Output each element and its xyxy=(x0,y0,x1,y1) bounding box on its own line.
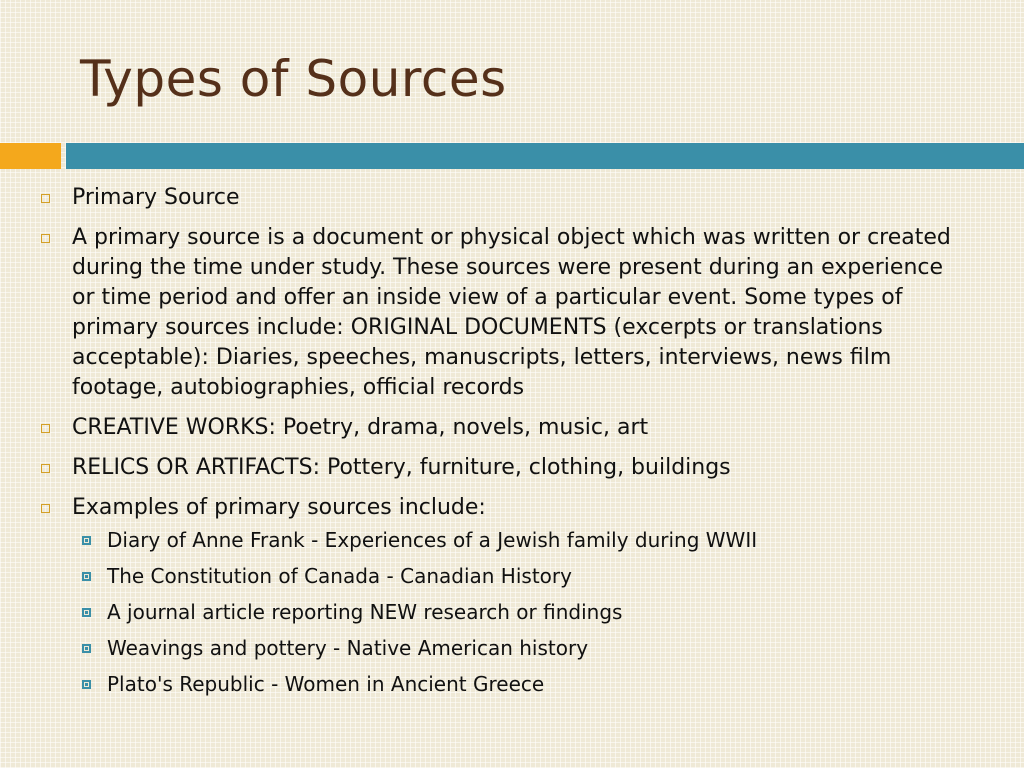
bullet-text: A primary source is a document or physical object which was written or created during the time under study. These sources were present during an experience or time period and offer an inside view of a particular event. Some types of primary sources include: ORIGINAL DOCUMENTS (excerpts or translations acceptable): Diaries, speeches, manuscripts, letters, interviews, news film footage, autobiographies, official records xyxy=(72,225,951,400)
examples-list xyxy=(38,527,968,697)
hollow-square-bullet-icon xyxy=(41,234,50,243)
sub-bullet-text: Weavings and pottery - Native American history xyxy=(107,636,589,660)
square-bullet-icon xyxy=(82,680,91,689)
bullet-text: Primary Source xyxy=(72,185,240,210)
slide-content xyxy=(38,183,968,707)
sub-bullet-item xyxy=(38,671,968,697)
hollow-square-bullet-icon xyxy=(41,464,50,473)
bullet-text: CREATIVE WORKS: Poetry, drama, novels, music, art xyxy=(72,415,649,440)
sub-bullet-text: Plato's Republic - Women in Ancient Greece xyxy=(107,672,545,696)
bullet-item xyxy=(38,453,968,483)
hollow-square-bullet-icon xyxy=(41,194,50,203)
square-bullet-icon xyxy=(82,536,91,545)
sub-bullet-text: The Constitution of Canada - Canadian History xyxy=(107,564,572,588)
slide-title: Types of Sources xyxy=(80,50,507,108)
square-bullet-icon xyxy=(82,572,91,581)
sub-bullet-item xyxy=(38,563,968,589)
accent-bar-orange xyxy=(0,143,61,169)
sub-bullet-item xyxy=(38,635,968,661)
hollow-square-bullet-icon xyxy=(41,504,50,513)
sub-bullet-item xyxy=(38,599,968,625)
bullet-item xyxy=(38,493,968,523)
bullet-item xyxy=(38,413,968,443)
bullet-item xyxy=(38,223,968,403)
sub-bullet-text: Diary of Anne Frank - Experiences of a Jewish family during WWII xyxy=(107,528,758,552)
sub-bullet-text: A journal article reporting NEW research or findings xyxy=(107,600,623,624)
sub-bullet-item xyxy=(38,527,968,553)
bullet-text: RELICS OR ARTIFACTS: Pottery, furniture, clothing, buildings xyxy=(72,455,731,480)
bullet-item xyxy=(38,183,968,213)
bullet-text: Examples of primary sources include: xyxy=(72,495,486,520)
square-bullet-icon xyxy=(82,608,91,617)
hollow-square-bullet-icon xyxy=(41,424,50,433)
square-bullet-icon xyxy=(82,644,91,653)
accent-bar-teal xyxy=(66,143,1024,169)
